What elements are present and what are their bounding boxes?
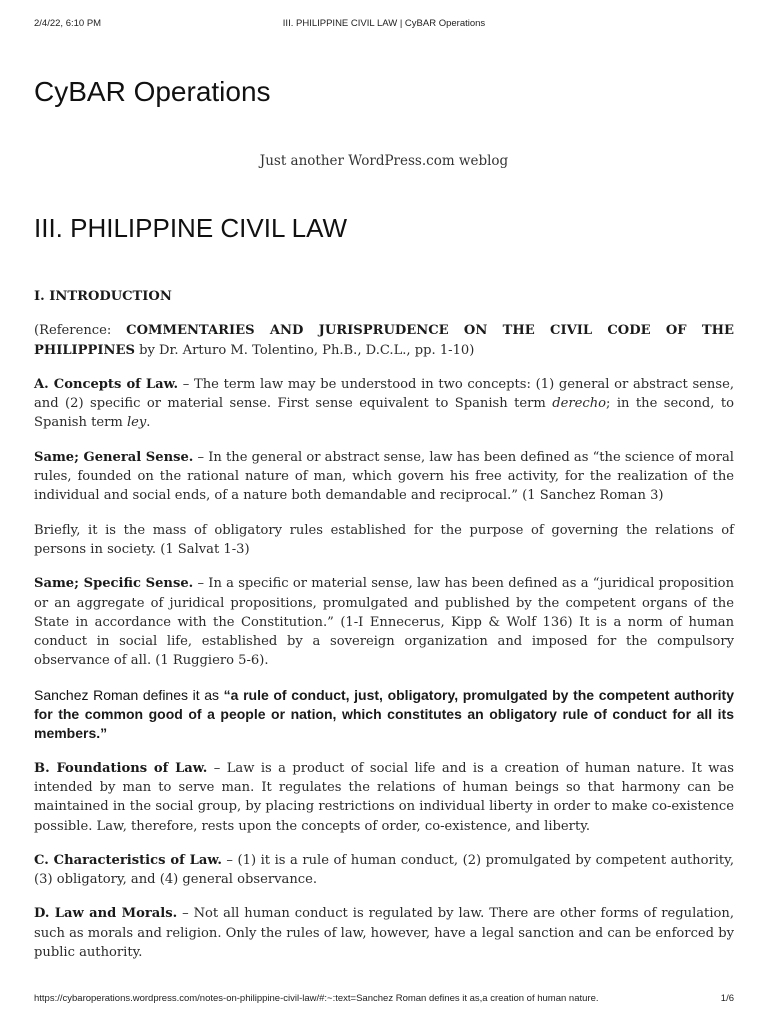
law-and-morals-paragraph: D. Law and Morals. – Not all human conduct is regulated by law. There are other forms of regulation, such as morals and religion. Only the rules of law, however, have a legal sanction and can be enforced by public authority. [34, 906, 734, 961]
site-title-link[interactable]: CyBAR Operations [34, 76, 271, 107]
general-sense-heading: Same; General Sense. [34, 449, 194, 465]
characteristics-paragraph: C. Characteristics of Law. – (1) it is a rule of human conduct, (2) promulgated by competent authority, (3) obligatory, and (4) general observance. [34, 852, 734, 888]
reference-paragraph: (Reference: COMMENTARIES AND JURISPRUDENCE ON THE CIVIL CODE OF THE PHILIPPINES by Dr. Arturo M. Tolentino, Ph.B., D.C.L., pp. 1-10) [34, 323, 734, 358]
foundations-paragraph: B. Foundations of Law. – Law is a product of social life and is a creation of human nature. It was intended by man to serve man. It regulates the relations of human beings so that harmony can be maintained in the social group, by placing restrictions on individual liberty in order to make co-existence possible. Law, therefore, rests upon the concepts of order, co-existence, and liberty. [34, 760, 734, 834]
sanchez-roman-quote: “a rule of conduct, just, obligatory, promulgated by the competent authority for the common good of a people or nation, which constitutes an obligatory rule of conduct for all its members.” [34, 686, 735, 742]
concepts-heading: A. Concepts of Law. [34, 376, 179, 392]
specific-sense-paragraph: Same; Specific Sense. – In a specific or material sense, law has been defined as a “juridical proposition or an aggregate of juridical propositions, promulgated and published by the competent organs of the State in accordance with the Constitution.” (1-I Ennecerus, Kipp & Wolf 136) It is a norm of human conduct in social life, established by a sovereign organization and imposed for the compulsory observance of all. (1 Ruggiero 5-6). [34, 576, 734, 669]
print-url: https://cybaroperations.wordpress.com/notes-on-philippine-civil-law/#:~:text=Sanchez Roman defines it as,a creation of human nature. [34, 993, 599, 1004]
print-date: 2/4/22, 6:10 PM [34, 18, 102, 29]
reference-book-title: COMMENTARIES AND JURISPRUDENCE ON THE CIVIL CODE OF THE PHILIPPINES [34, 323, 734, 358]
briefly-paragraph: Briefly, it is the mass of obligatory rules established for the purpose of governing the relations of persons in society. (1 Salvat 1-3) [34, 522, 734, 557]
print-header [34, 18, 734, 32]
print-page-title: III. PHILIPPINE CIVIL LAW | CyBAR Operations [282, 18, 486, 29]
general-sense-paragraph: Same; General Sense. – In the general or abstract sense, law has been defined as “the science of moral rules, founded on the rational nature of man, which govern his free activity, for the realization of the individual and social ends, of a nature both demandable and reciprocal.” (1 Sanchez Roman 3) [34, 449, 734, 504]
characteristics-heading: C. Characteristics of Law. [34, 852, 222, 868]
post-title: III. PHILIPPINE CIVIL LAW [34, 213, 348, 243]
sanchez-roman-paragraph: Sanchez Roman defines it as “a rule of conduct, just, obligatory, promulgated by the competent authority for the common good of a people or nation, which constitutes an obligatory rule of conduct for all its members.” [34, 686, 735, 742]
law-and-morals-heading: D. Law and Morals. [34, 906, 178, 922]
site-tagline: Just another WordPress.com weblog [259, 153, 509, 169]
page-number: 1/6 [720, 993, 734, 1004]
post-content [34, 287, 734, 977]
specific-sense-heading: Same; Specific Sense. [34, 576, 194, 592]
concepts-paragraph: A. Concepts of Law. – The term law may be understood in two concepts: (1) general or abstract sense, and (2) specific or material sense. First sense equivalent to Spanish term derecho; in the second, to Spanish term ley. [34, 376, 734, 431]
intro-heading: I. INTRODUCTION [34, 289, 172, 304]
print-footer [34, 993, 734, 1007]
foundations-heading: B. Foundations of Law. [34, 760, 208, 776]
